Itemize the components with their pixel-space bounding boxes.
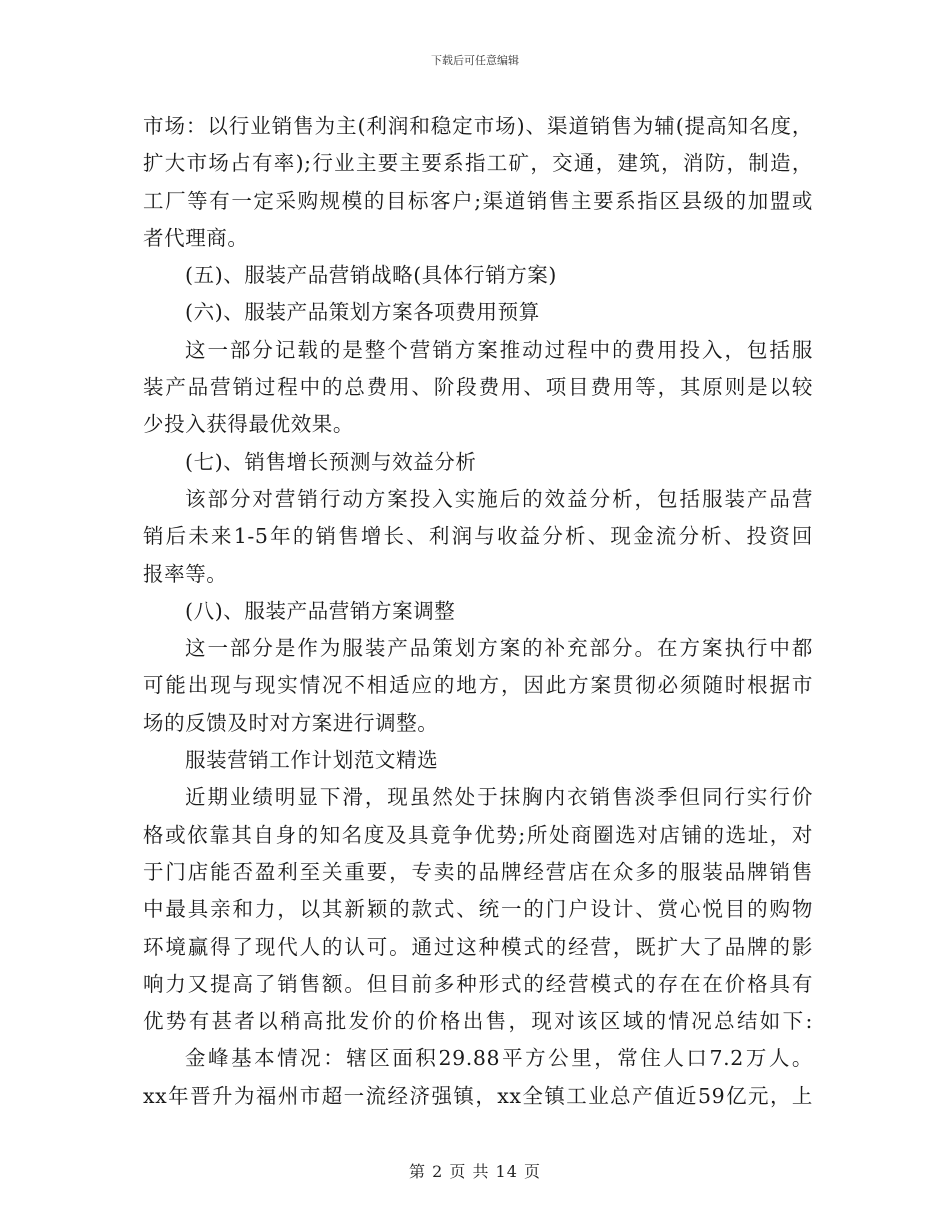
text-line: 响力又提高了销售额。但目前多种形式的经营模式的存在在价格具有 bbox=[143, 971, 813, 996]
text-line: 近期业绩明显下滑，现虽然处于抹胸内衣销售淡季但同行实行价 bbox=[185, 785, 813, 810]
section-heading: (七)、销售增长预测与效益分析 bbox=[185, 449, 477, 474]
text-line: 中最具亲和力，以其新颖的款式、统一的门户设计、赏心悦目的购物 bbox=[143, 897, 813, 922]
text-line: 金峰基本情况：辖区面积29.88平方公里，常住人口7.2万人。 bbox=[185, 1046, 813, 1071]
text-line: 扩大市场占有率);行业主要主要系指工矿，交通，建筑，消防，制造， bbox=[143, 151, 813, 176]
text-line: 市场：以行业销售为主(利润和稳定市场)、渠道销售为辅(提高知名度， bbox=[143, 114, 813, 138]
text-line: 优势有甚者以稍高批发价的价格出售，现对该区域的情况总结如下: bbox=[143, 1009, 813, 1034]
text-line: 少投入获得最优效果。 bbox=[143, 412, 354, 437]
text-line: 环境赢得了现代人的认可。通过这种模式的经营，既扩大了品牌的影 bbox=[143, 934, 813, 959]
text-line: 者代理商。 bbox=[143, 225, 249, 250]
text-line: 报率等。 bbox=[143, 561, 228, 586]
text-line: 该部分对营销行动方案投入实施后的效益分析，包括服装产品营 bbox=[185, 486, 813, 511]
section-heading: (五)、服装产品营销战略(具体行销方案) bbox=[185, 263, 557, 288]
text-line: 格或依靠其自身的知名度及具竟争优势;所处商圈选对店铺的选址，对 bbox=[143, 822, 813, 847]
page-header: 下载后可任意编辑 bbox=[431, 54, 519, 67]
section-heading: (八)、服装产品营销方案调整 bbox=[185, 598, 456, 623]
section-heading: 服装营销工作计划范文精选 bbox=[185, 748, 439, 773]
page-footer: 第 2 页 共 14 页 bbox=[409, 1162, 541, 1181]
text-line: 工厂等有一定采购规模的目标客户;渠道销售主要系指区县级的加盟或 bbox=[143, 188, 813, 213]
section-heading: (六)、服装产品策划方案各项费用预算 bbox=[185, 300, 540, 325]
document-body bbox=[143, 108, 813, 1115]
text-line: 于门店能否盈利至关重要，专卖的品牌经营店在众多的服装品牌销售 bbox=[143, 859, 813, 884]
text-line: xx年晋升为福州市超一流经济强镇，xx全镇工业总产值近59亿元，上 bbox=[143, 1083, 813, 1108]
text-line: 这一部分是作为服装产品策划方案的补充部分。在方案执行中都 bbox=[185, 636, 813, 661]
text-line: 这一部分记载的是整个营销方案推动过程中的费用投入，包括服 bbox=[185, 337, 813, 362]
text-line: 可能出现与现实情况不相适应的地方，因此方案贯彻必须随时根据市 bbox=[143, 673, 813, 698]
text-line: 场的反馈及时对方案进行调整。 bbox=[143, 710, 439, 735]
text-line: 销后未来1-5年的销售增长、利润与收益分析、现金流分析、投资回 bbox=[143, 524, 813, 549]
text-line: 装产品营销过程中的总费用、阶段费用、项目费用等，其原则是以较 bbox=[143, 375, 813, 400]
